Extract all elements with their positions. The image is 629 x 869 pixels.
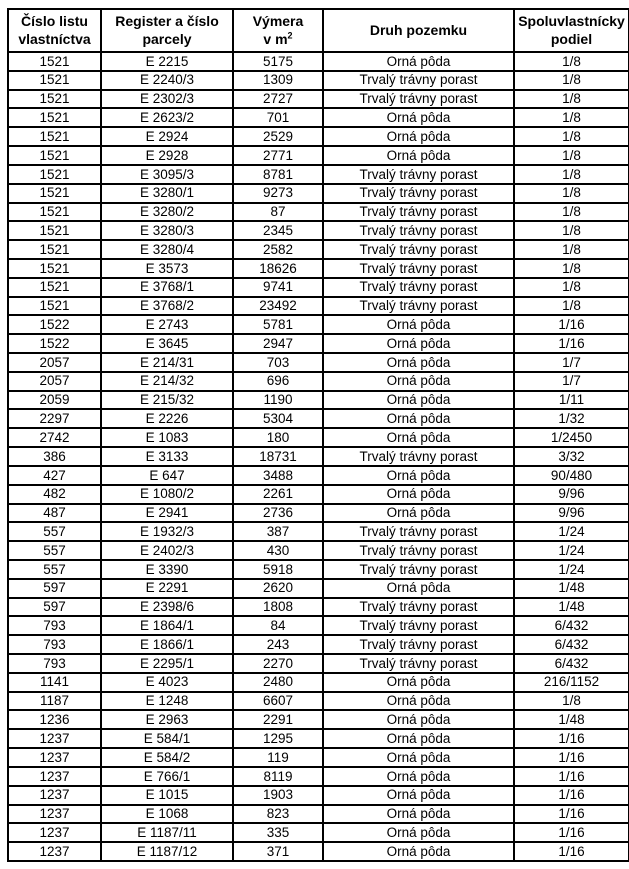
table-cell: Trvalý trávny porast <box>323 560 514 579</box>
table-cell: 1/8 <box>514 259 629 278</box>
table-row <box>8 71 629 90</box>
table-cell: E 214/32 <box>101 372 233 391</box>
table-cell: 1903 <box>233 786 323 805</box>
table-cell: 6/432 <box>514 616 629 635</box>
table-row <box>8 409 629 428</box>
table-cell: 371 <box>233 842 323 861</box>
table-row <box>8 353 629 372</box>
table-cell: 1521 <box>8 108 101 127</box>
table-cell: 6/432 <box>514 635 629 654</box>
table-cell: 1/16 <box>514 823 629 842</box>
table-cell: E 1083 <box>101 428 233 447</box>
table-cell: E 584/1 <box>101 729 233 748</box>
table-cell: 9/96 <box>514 504 629 523</box>
table-cell: E 1187/12 <box>101 842 233 861</box>
table-cell: 2771 <box>233 146 323 165</box>
table-cell: 1/7 <box>514 353 629 372</box>
table-row <box>8 184 629 203</box>
table-row <box>8 805 629 824</box>
table-cell: E 3768/1 <box>101 278 233 297</box>
table-cell: 1521 <box>8 52 101 71</box>
table-cell: 1237 <box>8 767 101 786</box>
table-row <box>8 428 629 447</box>
table-cell: Orná pôda <box>323 485 514 504</box>
table-cell: Orná pôda <box>323 127 514 146</box>
table-cell: Orná pôda <box>323 428 514 447</box>
table-row <box>8 710 629 729</box>
table-cell: Trvalý trávny porast <box>323 259 514 278</box>
table-cell: Orná pôda <box>323 805 514 824</box>
column-header-area <box>233 9 323 52</box>
table-cell: 1/8 <box>514 203 629 222</box>
table-row <box>8 541 629 560</box>
table-row <box>8 616 629 635</box>
table-cell: E 214/31 <box>101 353 233 372</box>
table-cell: 1/8 <box>514 146 629 165</box>
table-cell: Trvalý trávny porast <box>323 165 514 184</box>
table-cell: 1/24 <box>514 522 629 541</box>
table-cell: E 1080/2 <box>101 485 233 504</box>
table-cell: 1295 <box>233 729 323 748</box>
table-cell: 1237 <box>8 748 101 767</box>
table-cell: E 2963 <box>101 710 233 729</box>
table-cell: 1/48 <box>514 710 629 729</box>
table-cell: E 2398/6 <box>101 598 233 617</box>
table-row <box>8 146 629 165</box>
table-cell: 1/8 <box>514 221 629 240</box>
table-cell: 1521 <box>8 240 101 259</box>
table-cell: 1237 <box>8 823 101 842</box>
table-row <box>8 504 629 523</box>
table-cell: 5918 <box>233 560 323 579</box>
table-cell: 18626 <box>233 259 323 278</box>
table-cell: E 1864/1 <box>101 616 233 635</box>
table-row <box>8 767 629 786</box>
table-cell: 1/8 <box>514 108 629 127</box>
table-cell: 387 <box>233 522 323 541</box>
table-cell: 793 <box>8 616 101 635</box>
table-cell: Trvalý trávny porast <box>323 203 514 222</box>
table-cell: Trvalý trávny porast <box>323 90 514 109</box>
table-row <box>8 635 629 654</box>
table-cell: E 1866/1 <box>101 635 233 654</box>
table-cell: Orná pôda <box>323 748 514 767</box>
table-cell: E 2402/3 <box>101 541 233 560</box>
table-cell: Orná pôda <box>323 710 514 729</box>
table-cell: 87 <box>233 203 323 222</box>
table-row <box>8 485 629 504</box>
table-cell: Orná pôda <box>323 146 514 165</box>
table-row <box>8 221 629 240</box>
table-cell: 2529 <box>233 127 323 146</box>
table-cell: 1/16 <box>514 786 629 805</box>
table-cell: 1/8 <box>514 90 629 109</box>
table-cell: 1237 <box>8 842 101 861</box>
table-cell: 1521 <box>8 297 101 316</box>
table-cell: 1/24 <box>514 541 629 560</box>
table-cell: 1237 <box>8 805 101 824</box>
table-cell: 1521 <box>8 165 101 184</box>
table-cell: E 2240/3 <box>101 71 233 90</box>
table-cell: 557 <box>8 522 101 541</box>
table-cell: Trvalý trávny porast <box>323 541 514 560</box>
table-cell: 1521 <box>8 259 101 278</box>
table-cell: 1237 <box>8 729 101 748</box>
table-cell: 701 <box>233 108 323 127</box>
table-cell: E 1932/3 <box>101 522 233 541</box>
table-cell: 2345 <box>233 221 323 240</box>
table-cell: Trvalý trávny porast <box>323 71 514 90</box>
table-cell: E 3280/4 <box>101 240 233 259</box>
table-cell: 1187 <box>8 692 101 711</box>
table-row <box>8 786 629 805</box>
table-cell: E 2291 <box>101 579 233 598</box>
table-cell: 180 <box>233 428 323 447</box>
table-cell: Trvalý trávny porast <box>323 240 514 259</box>
table-cell: Trvalý trávny porast <box>323 635 514 654</box>
table-cell: 3/32 <box>514 447 629 466</box>
table-cell: E 3768/2 <box>101 297 233 316</box>
table-cell: 1/8 <box>514 240 629 259</box>
table-cell: 2291 <box>233 710 323 729</box>
table-cell: 3488 <box>233 466 323 485</box>
table-row <box>8 297 629 316</box>
table-row <box>8 447 629 466</box>
table-cell: Orná pôda <box>323 334 514 353</box>
table-cell: 1522 <box>8 334 101 353</box>
table-cell: 823 <box>233 805 323 824</box>
table-cell: 1/16 <box>514 748 629 767</box>
table-cell: E 2295/1 <box>101 654 233 673</box>
table-cell: 335 <box>233 823 323 842</box>
table-row <box>8 654 629 673</box>
table-cell: E 3645 <box>101 334 233 353</box>
table-cell: 597 <box>8 579 101 598</box>
table-cell: Trvalý trávny porast <box>323 654 514 673</box>
table-cell: E 1068 <box>101 805 233 824</box>
table-cell: 2736 <box>233 504 323 523</box>
table-cell: 1237 <box>8 786 101 805</box>
table-cell: E 2924 <box>101 127 233 146</box>
table-cell: 2742 <box>8 428 101 447</box>
table-cell: 5304 <box>233 409 323 428</box>
table-cell: E 3133 <box>101 447 233 466</box>
table-cell: 386 <box>8 447 101 466</box>
table-cell: Trvalý trávny porast <box>323 522 514 541</box>
table-cell: 1521 <box>8 127 101 146</box>
table-row <box>8 108 629 127</box>
table-cell: 1/8 <box>514 692 629 711</box>
table-cell: 243 <box>233 635 323 654</box>
table-cell: 1141 <box>8 673 101 692</box>
table-cell: 2582 <box>233 240 323 259</box>
table-cell: 1/8 <box>514 52 629 71</box>
table-cell: 487 <box>8 504 101 523</box>
table-cell: 1/2450 <box>514 428 629 447</box>
table-row <box>8 729 629 748</box>
table-cell: 1/11 <box>514 391 629 410</box>
table-row <box>8 240 629 259</box>
table-cell: 6/432 <box>514 654 629 673</box>
table-cell: E 215/32 <box>101 391 233 410</box>
table-cell: 1309 <box>233 71 323 90</box>
table-cell: Orná pôda <box>323 504 514 523</box>
table-cell: 1808 <box>233 598 323 617</box>
table-cell: 703 <box>233 353 323 372</box>
table-cell: 18731 <box>233 447 323 466</box>
table-cell: Trvalý trávny porast <box>323 184 514 203</box>
table-cell: 1521 <box>8 203 101 222</box>
table-cell: 1521 <box>8 146 101 165</box>
header-row <box>8 9 629 52</box>
table-row <box>8 165 629 184</box>
table-cell: E 1187/11 <box>101 823 233 842</box>
table-row <box>8 673 629 692</box>
table-cell: 696 <box>233 372 323 391</box>
table-row <box>8 560 629 579</box>
table-cell: 430 <box>233 541 323 560</box>
table-cell: 1521 <box>8 90 101 109</box>
table-cell: 793 <box>8 654 101 673</box>
table-cell: 427 <box>8 466 101 485</box>
table-cell: Orná pôda <box>323 353 514 372</box>
table-cell: 1521 <box>8 221 101 240</box>
table-row <box>8 466 629 485</box>
table-cell: Orná pôda <box>323 108 514 127</box>
table-cell: 1/48 <box>514 579 629 598</box>
table-cell: E 1015 <box>101 786 233 805</box>
table-cell: Orná pôda <box>323 391 514 410</box>
table-row <box>8 334 629 353</box>
table-cell: E 647 <box>101 466 233 485</box>
table-cell: Orná pôda <box>323 729 514 748</box>
table-cell: 557 <box>8 560 101 579</box>
table-cell: Trvalý trávny porast <box>323 598 514 617</box>
table-cell: 1/7 <box>514 372 629 391</box>
table-cell: 2620 <box>233 579 323 598</box>
column-header-co-ownership-share: Spoluvlastnícky podiel <box>514 9 629 52</box>
table-cell: Orná pôda <box>323 466 514 485</box>
table-header <box>8 9 629 52</box>
table-cell: Trvalý trávny porast <box>323 447 514 466</box>
table-cell: 1/8 <box>514 297 629 316</box>
table-row <box>8 278 629 297</box>
table-row <box>8 522 629 541</box>
table-cell: 2057 <box>8 372 101 391</box>
table-cell: 1/16 <box>514 842 629 861</box>
land-parcels-table <box>7 8 629 862</box>
table-cell: 90/480 <box>514 466 629 485</box>
table-cell: E 3280/1 <box>101 184 233 203</box>
table-row <box>8 598 629 617</box>
table-cell: E 2941 <box>101 504 233 523</box>
table-cell: 1521 <box>8 278 101 297</box>
table-cell: 2261 <box>233 485 323 504</box>
table-cell: Orná pôda <box>323 409 514 428</box>
table-cell: Orná pôda <box>323 579 514 598</box>
table-cell: 2727 <box>233 90 323 109</box>
table-cell: 6607 <box>233 692 323 711</box>
table-cell: Trvalý trávny porast <box>323 616 514 635</box>
table-cell: 9/96 <box>514 485 629 504</box>
table-cell: 2057 <box>8 353 101 372</box>
table-row <box>8 203 629 222</box>
table-cell: E 3390 <box>101 560 233 579</box>
table-cell: 5175 <box>233 52 323 71</box>
table-row <box>8 52 629 71</box>
table-cell: 1/8 <box>514 71 629 90</box>
table-cell: E 4023 <box>101 673 233 692</box>
table-cell: 1/8 <box>514 165 629 184</box>
table-cell: 1/32 <box>514 409 629 428</box>
table-cell: Trvalý trávny porast <box>323 278 514 297</box>
table-cell: E 766/1 <box>101 767 233 786</box>
table-body <box>8 52 629 861</box>
table-cell: 1522 <box>8 315 101 334</box>
table-cell: E 1248 <box>101 692 233 711</box>
table-cell: E 3573 <box>101 259 233 278</box>
table-cell: E 2302/3 <box>101 90 233 109</box>
table-cell: 1/16 <box>514 315 629 334</box>
table-row <box>8 579 629 598</box>
table-cell: E 3280/2 <box>101 203 233 222</box>
table-cell: Orná pôda <box>323 673 514 692</box>
table-cell: Orná pôda <box>323 786 514 805</box>
table-cell: 1/48 <box>514 598 629 617</box>
table-cell: 482 <box>8 485 101 504</box>
column-header-ownership-sheet-number: Číslo listu vlastníctva <box>8 9 101 52</box>
table-cell: 1521 <box>8 184 101 203</box>
table-cell: 1190 <box>233 391 323 410</box>
table-cell: Trvalý trávny porast <box>323 221 514 240</box>
table-cell: 119 <box>233 748 323 767</box>
table-cell: Orná pôda <box>323 315 514 334</box>
table-cell: 793 <box>8 635 101 654</box>
table-cell: Orná pôda <box>323 372 514 391</box>
table-cell: 1/16 <box>514 767 629 786</box>
table-row <box>8 692 629 711</box>
table-cell: 1/16 <box>514 729 629 748</box>
table-cell: 1/16 <box>514 334 629 353</box>
table-cell: Orná pôda <box>323 842 514 861</box>
table-cell: 9741 <box>233 278 323 297</box>
table-cell: 8119 <box>233 767 323 786</box>
table-cell: 84 <box>233 616 323 635</box>
area-header-superscript: 2 <box>287 29 293 40</box>
table-cell: 216/1152 <box>514 673 629 692</box>
table-cell: 1/8 <box>514 127 629 146</box>
table-cell: E 2928 <box>101 146 233 165</box>
table-row <box>8 90 629 109</box>
table-cell: E 3095/3 <box>101 165 233 184</box>
table-cell: 2059 <box>8 391 101 410</box>
table-row <box>8 315 629 334</box>
table-cell: 597 <box>8 598 101 617</box>
table-cell: 5781 <box>233 315 323 334</box>
table-cell: E 2226 <box>101 409 233 428</box>
column-header-land-type: Druh pozemku <box>323 9 514 52</box>
table-cell: 1521 <box>8 71 101 90</box>
table-row <box>8 259 629 278</box>
table-row <box>8 391 629 410</box>
table-cell: 2270 <box>233 654 323 673</box>
table-cell: 1/8 <box>514 278 629 297</box>
table-row <box>8 372 629 391</box>
table-cell: 2480 <box>233 673 323 692</box>
table-cell: Orná pôda <box>323 692 514 711</box>
area-header-line2: v m <box>263 30 288 47</box>
table-cell: Orná pôda <box>323 823 514 842</box>
table-cell: 1/8 <box>514 184 629 203</box>
table-row <box>8 842 629 861</box>
table-cell: Orná pôda <box>323 52 514 71</box>
table-cell: E 2623/2 <box>101 108 233 127</box>
table-row <box>8 748 629 767</box>
table-cell: 8781 <box>233 165 323 184</box>
table-cell: 1/16 <box>514 805 629 824</box>
table-cell: 1236 <box>8 710 101 729</box>
table-cell: 557 <box>8 541 101 560</box>
area-header-line1: Výmera <box>252 13 304 29</box>
table-cell: E 584/2 <box>101 748 233 767</box>
table-cell: E 3280/3 <box>101 221 233 240</box>
table-row <box>8 127 629 146</box>
table-cell: 2297 <box>8 409 101 428</box>
table-cell: Trvalý trávny porast <box>323 297 514 316</box>
table-cell: 1/24 <box>514 560 629 579</box>
table-cell: Orná pôda <box>323 767 514 786</box>
table-cell: 9273 <box>233 184 323 203</box>
table-cell: 23492 <box>233 297 323 316</box>
column-header-register-parcel-number: Register a číslo parcely <box>101 9 233 52</box>
table-cell: 2947 <box>233 334 323 353</box>
table-cell: E 2743 <box>101 315 233 334</box>
table-row <box>8 823 629 842</box>
table-cell: E 2215 <box>101 52 233 71</box>
